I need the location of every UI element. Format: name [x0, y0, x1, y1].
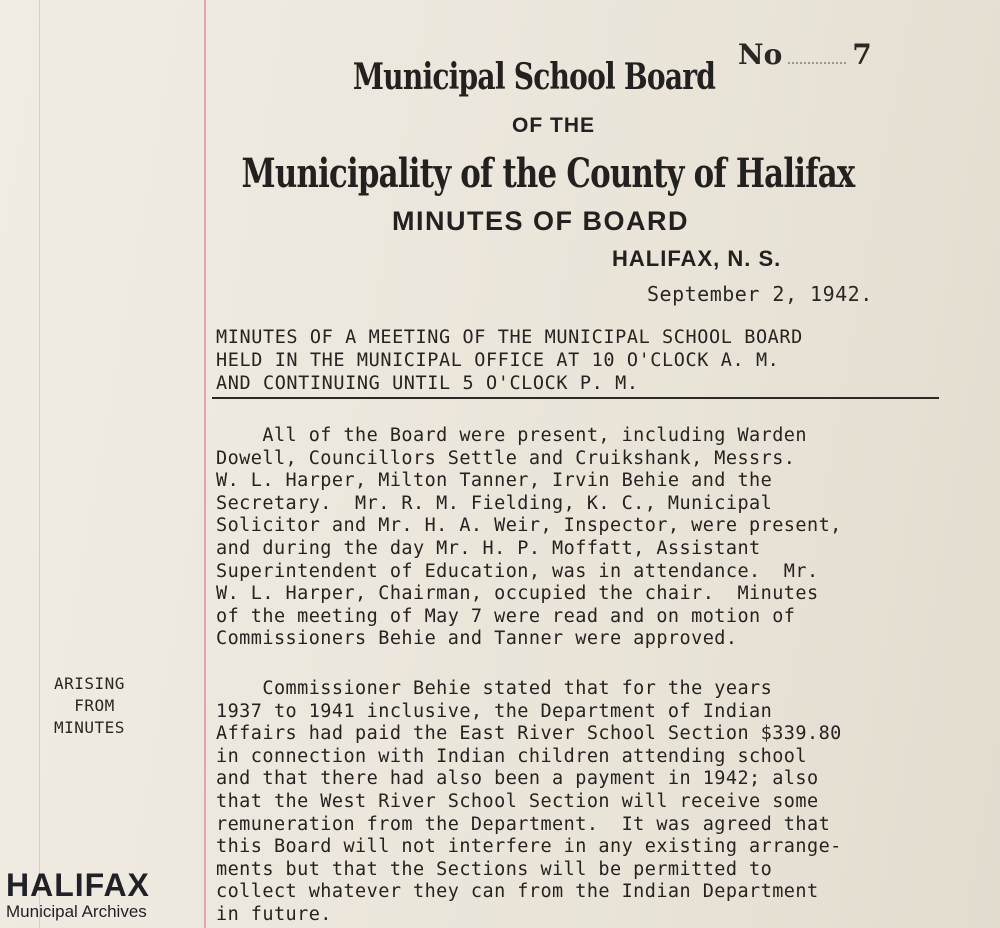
paragraph-line: ments but that the Sections will be permitted to: [216, 858, 773, 880]
paragraph-line: 1937 to 1941 inclusive, the Department of Indian: [216, 700, 773, 722]
paragraph-line: of the meeting of May 7 were read and on motion of: [216, 605, 796, 627]
paragraph-line: Affairs had paid the East River School Section $339.80: [216, 723, 842, 745]
header-municipality: Municipality of the County of Halifax: [241, 150, 855, 197]
heading-underline: [212, 397, 939, 399]
serial-value: 7: [852, 38, 872, 71]
paragraph-line: that the West River School Section will receive some: [216, 790, 819, 812]
paragraph-line: Commissioners Behie and Tanner were approved.: [216, 628, 738, 650]
paragraph-line: and that there had also been a payment in 1942; also: [216, 768, 819, 790]
paragraph-line: W. L. Harper, Chairman, occupied the chair. Minutes: [216, 583, 819, 605]
margin-note-line: FROM: [54, 696, 115, 715]
margin-note: [54, 673, 125, 739]
header-place: HALIFAX, N. S.: [612, 246, 782, 271]
paragraph-line: Superintendent of Education, was in attendance. Mr.: [216, 560, 819, 582]
paragraph-line: in future.: [216, 903, 332, 925]
paragraph-line: Solicitor and Mr. H. A. Weir, Inspector, were present,: [216, 515, 842, 537]
margin-note-line: MINUTES: [54, 718, 125, 737]
paragraph-line: and during the day Mr. H. P. Moffatt, Assistant: [216, 537, 761, 559]
margin-rule-left: [39, 0, 40, 928]
paragraph-line: collect whatever they can from the Indian Department: [216, 881, 819, 903]
watermark-title: HALIFAX: [6, 867, 150, 903]
paragraph-line: Secretary. Mr. R. M. Fielding, K. C., Municipal: [216, 492, 773, 514]
paragraph-line: All of the Board were present, including Warden: [216, 425, 807, 446]
header-minutes-of-board: MINUTES OF BOARD: [392, 206, 689, 236]
header-board-title: Municipal School Board: [352, 56, 716, 98]
serial-prefix: No: [738, 38, 783, 71]
meeting-heading-line: MINUTES OF A MEETING OF THE MUNICIPAL SCHOOL BOARD: [216, 327, 803, 348]
paragraph-line: in connection with Indian children attending school: [216, 745, 807, 767]
paragraph-line: this Board will not interfere in any existing arrange-: [216, 836, 842, 858]
paragraph-line: Dowell, Councillors Settle and Cruikshank, Messrs.: [216, 447, 796, 469]
meeting-date: September 2, 1942.: [647, 282, 873, 306]
margin-note-line: ARISING: [54, 674, 125, 693]
meeting-heading-line: HELD IN THE MUNICIPAL OFFICE AT 10 O'CLOCK A. M.: [216, 350, 780, 371]
arising-paragraph: [216, 678, 842, 927]
paragraph-line: Commissioner Behie stated that for the years: [216, 678, 773, 699]
paragraph-line: remuneration from the Department. It was agreed that: [216, 813, 831, 835]
meeting-heading-line: AND CONTINUING UNTIL 5 O'CLOCK P. M.: [216, 373, 639, 394]
paragraph-line: W. L. Harper, Milton Tanner, Irvin Behie and the: [216, 470, 773, 492]
watermark-subtitle: Municipal Archives: [6, 902, 147, 921]
margin-rule: [204, 0, 206, 928]
meeting-heading: [216, 326, 803, 395]
attendance-paragraph: [216, 425, 842, 651]
header-of-the: OF THE: [512, 114, 595, 137]
archives-watermark-logo: [6, 867, 150, 922]
